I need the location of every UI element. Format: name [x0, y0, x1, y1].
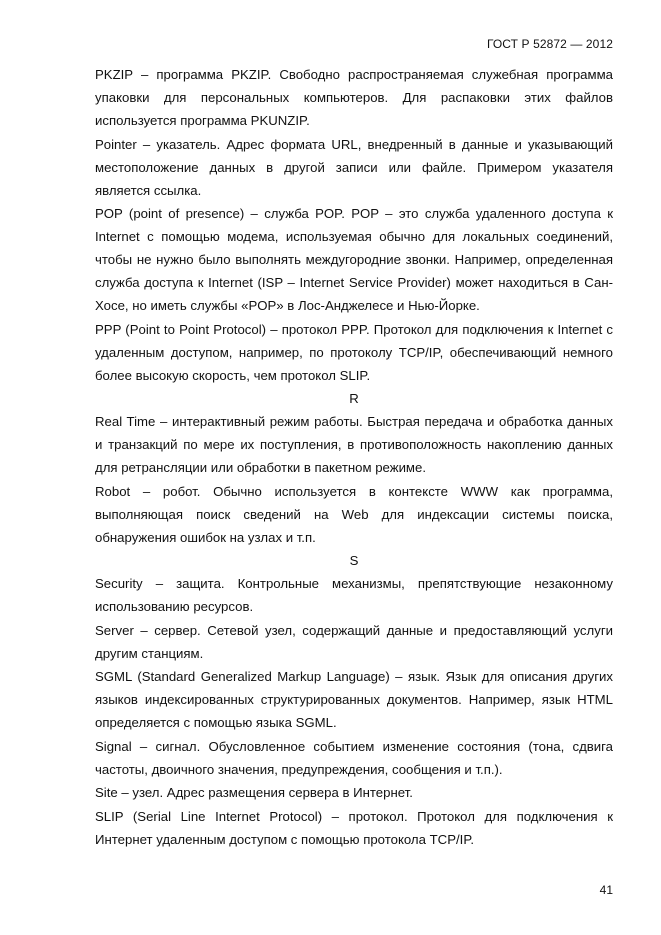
glossary-entry-pkzip: PKZIP – программа PKZIP. Свободно распространяемая служебная программа упаковки для персональных компьютеров. Для распаковки этих файлов используется программа PKUNZIP.: [95, 67, 613, 128]
document-header: ГОСТ Р 52872 — 2012: [486, 37, 613, 51]
glossary-entry-pop: POP (point of presence) – служба POP. POP – это служба удаленного доступа к Internet с помощью модема, используемая обычно для локальных соединений, чтобы не нужно было выполнять междугородние звонки. Например, определенная служба доступа к Internet (ISP – Internet Service Provider) может находиться в Сан-Хосе, но иметь службы «POP» в Лос-Анджелесе и Нью-Йорке.: [95, 206, 613, 313]
glossary-entry-signal: Signal – сигнал. Обусловленное событием изменение состояния (тона, сдвига частоты, двоичного значения, предупреждения, сообщения и т.п.).: [95, 738, 613, 777]
glossary-entry-pointer: Pointer – указатель. Адрес формата URL, внедренный в данные и указывающий местоположение данных в другой записи или файле. Примером указателя является ссылка.: [95, 136, 613, 198]
glossary-entry-site: Site – узел. Адрес размещения сервера в Интернет.: [95, 785, 413, 800]
glossary-entry-server: Server – сервер. Сетевой узел, содержащий данные и предоставляющий услуги другим станциям.: [95, 622, 613, 661]
section-letter-s: S: [349, 553, 359, 568]
section-letter-r: R: [349, 391, 359, 406]
glossary-entry-security: Security – защита. Контрольные механизмы, препятствующие незаконному использованию ресурсов.: [95, 576, 613, 614]
glossary-entry-slip: SLIP (Serial Line Internet Protocol) – протокол. Протокол для подключения к Интернет удаленным доступом с помощью протокола TCP/IP.: [95, 808, 613, 847]
glossary-entry-sgml: SGML (Standard Generalized Markup Language) – язык. Язык для описания других языков индексированных структурированных документов. Например, язык HTML определяется с помощью языка SGML.: [95, 669, 613, 730]
page-number: 41: [599, 883, 613, 897]
glossary-entry-real-time: Real Time – интерактивный режим работы. Быстрая передача и обработка данных и транзакций по мере их поступления, в противоположность накоплению данных для ретрансляции или обработки в пакетном режиме.: [95, 414, 613, 475]
glossary-entry-ppp: PPP (Point to Point Protocol) – протокол PPP. Протокол для подключения к Internet с удаленным доступом, например, по протоколу TCP/IP, обеспечивающий немного более высокую скорость, чем протокол SLIP.: [95, 321, 613, 383]
glossary-body: [95, 63, 613, 851]
glossary-entry-robot: Robot – робот. Обычно используется в контексте WWW как программа, выполняющая поиск сведений на Web для индексации системы поиска, обнаружения ошибок на узлах и т.п.: [95, 483, 613, 545]
